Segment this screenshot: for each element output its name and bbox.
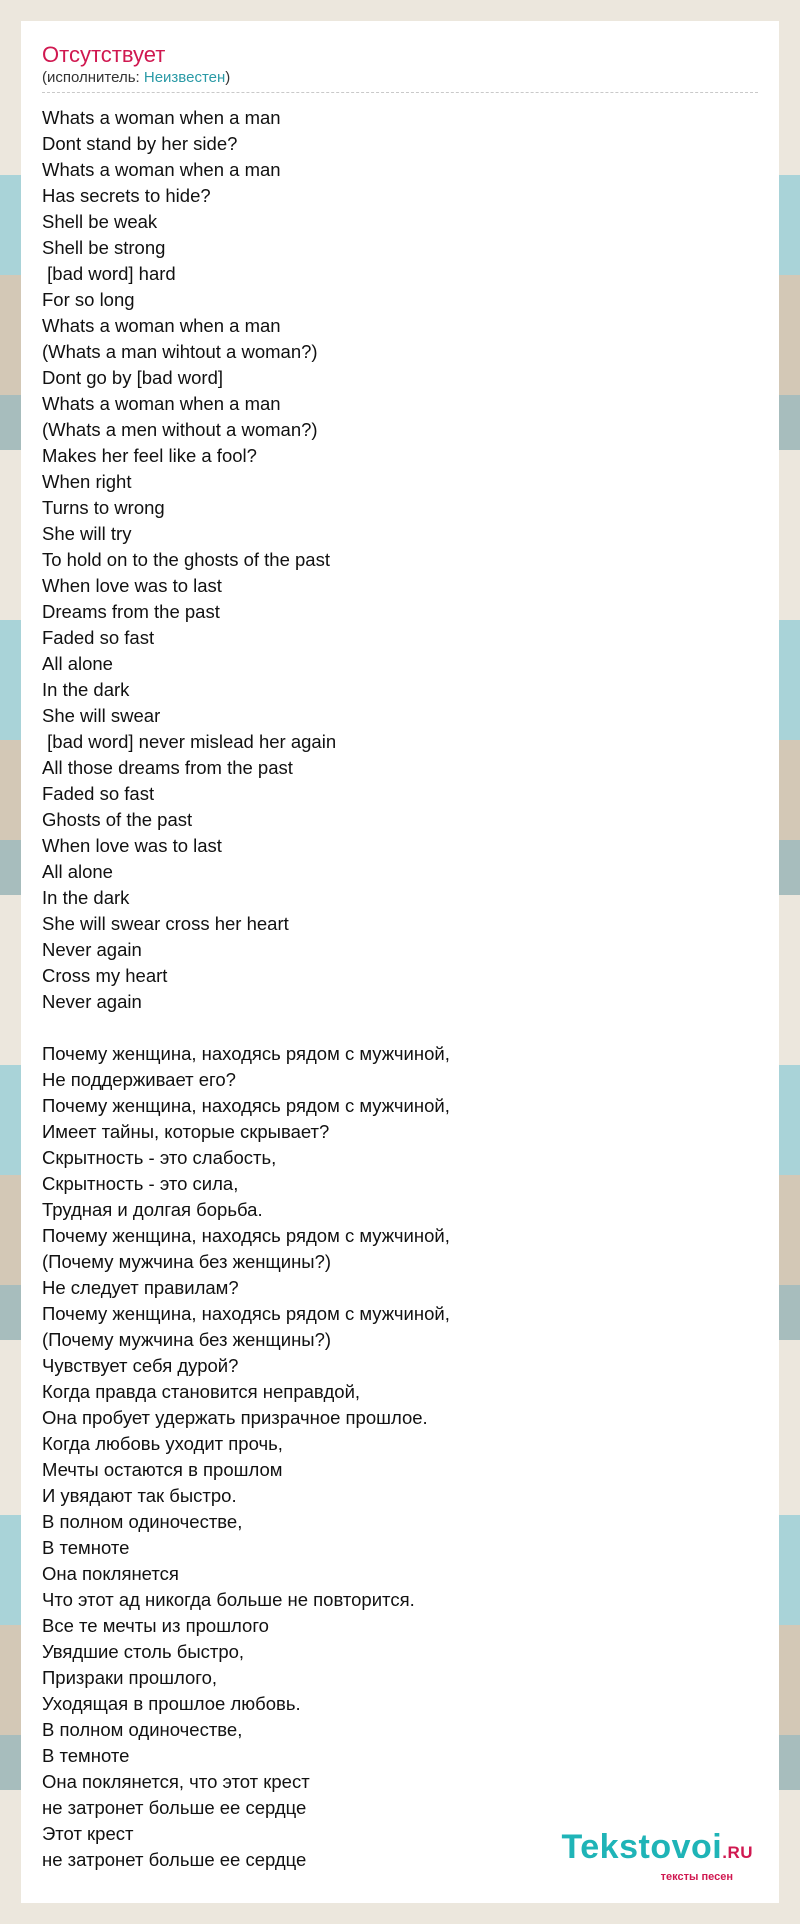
lyric-line: Ghosts of the past [42,809,193,830]
lyric-line: Почему женщина, находясь рядом с мужчиной, [42,1095,450,1116]
lyric-line: Чувствует себя дурой? [42,1355,239,1376]
lyric-line: Увядшие столь быстро, [42,1641,245,1662]
lyric-line: Не поддерживает его? [42,1069,236,1090]
lyric-line: В темноте [42,1745,130,1766]
performer-suffix: ) [225,69,231,86]
site-logo[interactable] [562,1829,753,1883]
lyric-line: Этот крест [42,1823,134,1844]
lyric-line: (Whats a man wihtout a woman?) [42,341,318,362]
lyric-line: В полном одиночестве, [42,1511,243,1532]
lyric-line: When right [42,471,132,492]
lyric-line: Трудная и долгая борьба. [42,1199,263,1220]
lyrics-text [42,105,742,1873]
lyric-line: Whats a woman when a man [42,159,281,180]
lyric-line: Whats a woman when a man [42,315,281,336]
lyric-line: To hold on to the ghosts of the past [42,549,330,570]
lyric-line: All those dreams from the past [42,757,293,778]
lyric-line: For so long [42,289,135,310]
lyric-line: Уходящая в прошлое любовь. [42,1693,301,1714]
lyric-line: Скрытность - это сила, [42,1173,239,1194]
lyric-line: Shell be strong [42,237,166,258]
lyric-line: Она пробует удержать призрачное прошлое. [42,1407,428,1428]
lyric-line: Faded so fast [42,783,155,804]
lyric-line: не затронет больше ее сердце [42,1797,307,1818]
lyric-line: In the dark [42,887,130,908]
lyric-line: Never again [42,991,142,1012]
lyric-line: Makes her feel like a fool? [42,445,257,466]
lyric-line: When love was to last [42,835,222,856]
performer-prefix: (исполнитель: [42,69,144,86]
lyric-line: Whats a woman when a man [42,107,281,128]
lyric-line: [bad word] never mislead her again [42,731,337,752]
lyric-line: All alone [42,653,113,674]
lyric-line: Мечты остаются в прошлом [42,1459,283,1480]
performer-line [42,69,758,87]
lyric-line: Shell be weak [42,211,158,232]
lyric-line: Never again [42,939,142,960]
lyric-line: Почему женщина, находясь рядом с мужчиной, [42,1225,450,1246]
lyric-line: Turns to wrong [42,497,165,518]
lyric-line: All alone [42,861,113,882]
logo-tld: .RU [722,1843,753,1862]
lyric-line: Не следует правилам? [42,1277,239,1298]
lyric-line: Когда правда становится неправдой, [42,1381,361,1402]
lyric-line: Она поклянется, что этот крест [42,1771,310,1792]
logo-name: Tekstovoi [561,1828,723,1866]
lyric-line: (Почему мужчина без женщины?) [42,1251,332,1272]
lyric-line: Призраки прошлого, [42,1667,218,1688]
lyric-line: In the dark [42,679,130,700]
lyric-line: Что этот ад никогда больше не повторится. [42,1589,415,1610]
lyric-line: Dreams from the past [42,601,220,622]
lyric-line: Has secrets to hide? [42,185,211,206]
lyric-line: Почему женщина, находясь рядом с мужчиной, [42,1043,450,1064]
lyric-line: She will swear cross her heart [42,913,289,934]
lyric-line: И увядают так быстро. [42,1485,237,1506]
lyric-line: Faded so fast [42,627,155,648]
lyric-line: (Почему мужчина без женщины?) [42,1329,332,1350]
song-title: Отсутствует [42,42,166,67]
lyric-line: When love was to last [42,575,222,596]
lyric-line: не затронет больше ее сердце [42,1849,307,1870]
lyric-line: Whats a woman when a man [42,393,281,414]
lyric-line: Все те мечты из прошлого [42,1615,269,1636]
lyric-line: В полном одиночестве, [42,1719,243,1740]
logo-tagline: тексты песен [660,1871,733,1883]
song-header [42,41,758,93]
lyric-line: Скрытность - это слабость, [42,1147,277,1168]
lyric-line [42,1015,742,1041]
artist-link[interactable]: Неизвестен [143,69,226,86]
lyric-line: Cross my heart [42,965,168,986]
lyric-line: She will try [42,523,132,544]
lyric-line: (Whats a men without a woman?) [42,419,318,440]
lyric-line: Dont stand by her side? [42,133,238,154]
lyric-line: Почему женщина, находясь рядом с мужчиной, [42,1303,450,1324]
lyric-line: Dont go by [bad word] [42,367,223,388]
lyric-line: She will swear [42,705,161,726]
lyric-line: Она поклянется [42,1563,179,1584]
lyric-line: Когда любовь уходит прочь, [42,1433,283,1454]
lyric-line: [bad word] hard [42,263,176,284]
lyric-line: Имеет тайны, которые скрывает? [42,1121,330,1142]
lyrics-card [21,21,779,1903]
lyric-line: В темноте [42,1537,130,1558]
